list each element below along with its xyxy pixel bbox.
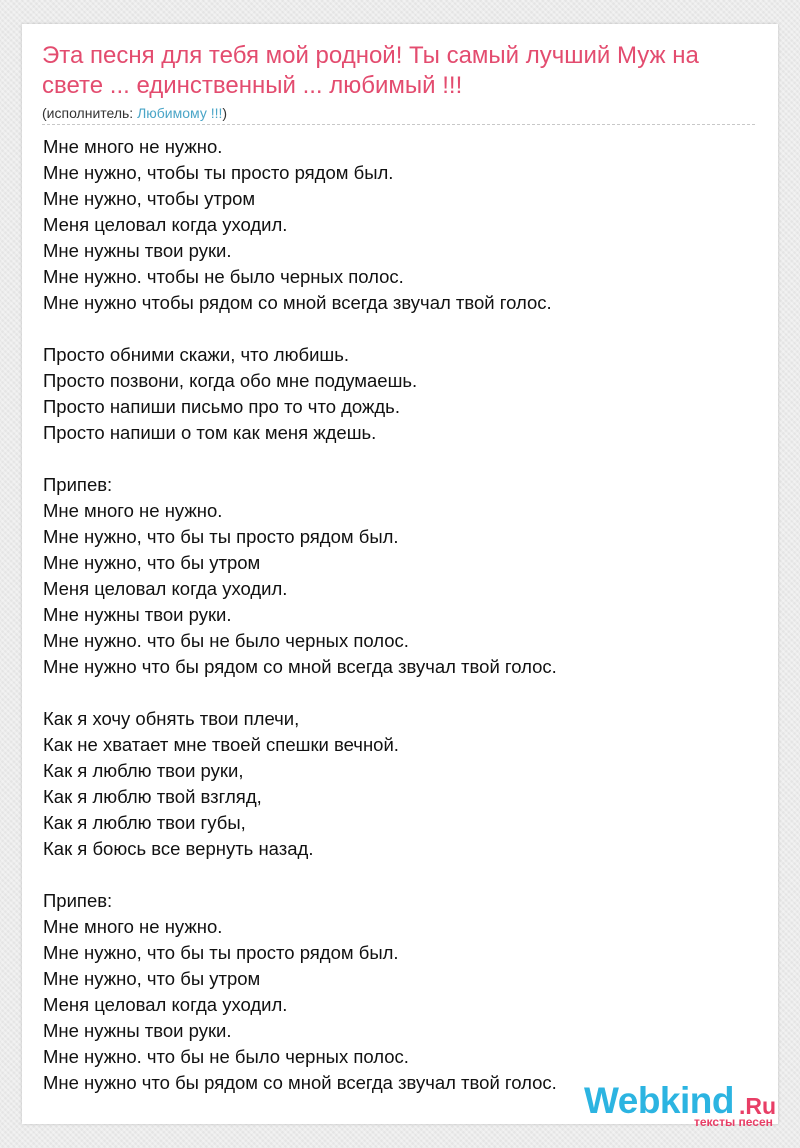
lyrics-line: Меня целовал когда уходил.	[43, 578, 288, 599]
logo-brand-tld: .Ru	[739, 1093, 777, 1119]
lyrics-stanza	[43, 342, 755, 446]
lyrics-line: Мне нужны твои руки.	[43, 604, 232, 625]
lyrics-line: Мне много не нужно.	[43, 136, 223, 157]
song-title: Эта песня для тебя мой родной! Ты самый лучший Муж на свете ... единственный ... любимый !!!	[42, 42, 699, 99]
lyrics-line: Меня целовал когда уходил.	[43, 994, 288, 1015]
lyrics-line: Мне нужно. чтобы не было черных полос.	[43, 266, 404, 287]
lyrics-stanza	[43, 134, 755, 316]
lyrics-line: Мне много не нужно.	[43, 916, 223, 937]
lyrics-line: Как я люблю твои губы,	[43, 812, 246, 833]
lyrics-stanza	[43, 706, 755, 862]
lyrics-line: Как я хочу обнять твои плечи,	[43, 708, 300, 729]
lyrics-body	[43, 134, 755, 1122]
artist-suffix: )	[222, 105, 228, 121]
lyrics-line: Мне нужны твои руки.	[43, 240, 232, 261]
webkind-logo	[584, 1080, 777, 1129]
lyrics-line: Припев:	[43, 890, 113, 911]
lyrics-line: Припев:	[43, 474, 113, 495]
lyrics-line: Просто напиши о том как меня ждешь.	[43, 422, 377, 443]
lyrics-line: Как я люблю твои руки,	[43, 760, 244, 781]
lyrics-line: Мне нужно, что бы ты просто рядом был.	[43, 526, 399, 547]
lyrics-line: Мне нужно, что бы утром	[43, 968, 261, 989]
lyrics-line: Мне нужно, что бы ты просто рядом был.	[43, 942, 399, 963]
logo-tagline: тексты песен	[694, 1115, 773, 1129]
lyrics-card	[22, 24, 778, 1129]
lyrics-line: Мне нужно чтобы рядом со мной всегда звучал твой голос.	[43, 292, 552, 313]
lyrics-line: Мне нужно, что бы утром	[43, 552, 261, 573]
lyrics-line: Мне нужно что бы рядом со мной всегда звучал твой голос.	[43, 656, 557, 677]
lyrics-line: Мне нужно, чтобы утром	[43, 188, 256, 209]
lyrics-line: Как не хватает мне твоей спешки вечной.	[43, 734, 399, 755]
lyrics-line: Просто позвони, когда обо мне подумаешь.	[43, 370, 418, 391]
lyrics-line: Как я боюсь все вернуть назад.	[43, 838, 314, 859]
artist-link[interactable]: Любимому !!!	[137, 105, 223, 121]
lyrics-line: Мне много не нужно.	[43, 500, 223, 521]
title-divider	[42, 124, 755, 125]
lyrics-line: Мне нужно, чтобы ты просто рядом был.	[43, 162, 394, 183]
artist-line	[42, 104, 227, 122]
lyrics-line: Мне нужно. что бы не было черных полос.	[43, 630, 409, 651]
lyrics-line: Мне нужно. что бы не было черных полос.	[43, 1046, 409, 1067]
lyrics-stanza	[43, 888, 755, 1096]
lyrics-line: Просто напиши письмо про то что дождь.	[43, 396, 400, 417]
artist-prefix: (исполнитель:	[42, 105, 138, 121]
lyrics-line: Просто обними скажи, что любишь.	[43, 344, 350, 365]
lyrics-line: Как я люблю твой взгляд,	[43, 786, 262, 807]
lyrics-line: Мне нужно что бы рядом со мной всегда звучал твой голос.	[43, 1072, 557, 1093]
lyrics-line: Меня целовал когда уходил.	[43, 214, 288, 235]
logo-brand-main: Webkind	[584, 1080, 734, 1121]
lyrics-line: Мне нужны твои руки.	[43, 1020, 232, 1041]
lyrics-stanza	[43, 472, 755, 680]
